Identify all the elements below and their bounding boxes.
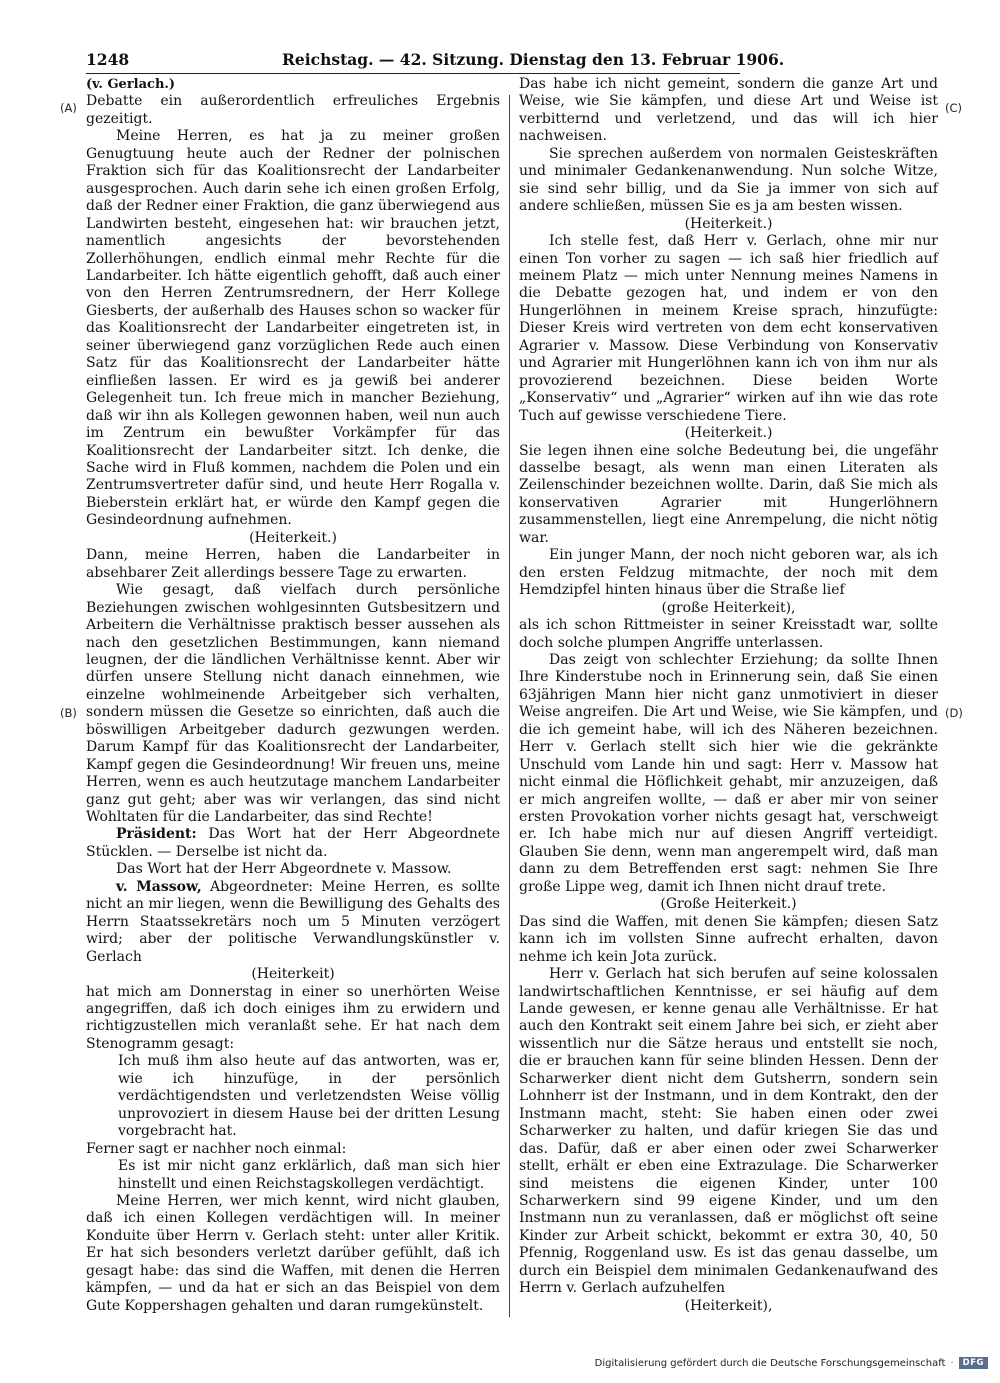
footer-text: Digitalisierung gefördert durch die Deutsche Forschungsgemeinschaft [594,1357,946,1369]
margin-marker-d: (D) [945,706,963,720]
paragraph: Ich stelle fest, daß Herr v. Gerlach, ohne mir nur einen Ton vorher zu sagen — ich saß hier friedlich auf meinem Platz — mich unter Nennung meines Namens in die Debatte gezogen hat, und indem er von den Hungerlöhnen in meinem Kreise sprach, hinzufügte: Dieser Kreis wird vertreten von dem echt konservativen Agrarier v. Massow. Diese Verbindung von Konservativ und Agrarier mit Hungerlöhnen kann ich von ihm nur als provozierend bezeichnen. Diese beiden Worte „Konservativ“ und „Agrarier“ wirken auf ihn wie das rote Tuch auf gewisse verschiedene Tiere. [519,233,938,424]
page-title: Reichstag. — 42. Sitzung. Dienstag den 13. Februar 1906. [282,50,785,69]
interjection: (Heiterkeit), [684,1297,773,1314]
paragraph: Herr v. Gerlach hat sich berufen auf seine kolossalen landwirtschaftlichen Kenntnisse, er sei häufig auf dem Lande gewesen, er kenne genau alle Verhältnisse. Er hat auch den Kontrakt seit einem Jahre bei sich, er zieht aber wissentlich nur die Sätze heraus und entstellt sie noch, die er brauchen kann für seine blinden Hessen. Denn der Scharwerker dient nicht dem Gutsherrn, sondern sein Lohnherr ist der Instmann, und in dem Kontrakt, den der Instmann macht, steht: Sie haben einen oder zwei Scharwerker zu halten, und dafür kriegen Sie das und das. Dafür, daß er aber einen oder zwei Scharwerker stellt, erhält er eben eine Extrazulage. Die Scharwerker sind meistens die eigenen Kinder, unter 100 Scharwerkern sind 99 eigene Kinder, und um den Instmann nun zu veranlassen, daß er möglichst oft seine Kinder zur Arbeit schickt, bekommt er extra 30, 40, 50 Pfennig, Roggenland usw. Es ist das genau dasselbe, um durch ein Beispiel dem minimalen Gedankenaufwand des Herrn v. Gerlach aufzuhelfen [519,966,938,1297]
paragraph: Wie gesagt, daß vielfach durch persönliche Beziehungen zwischen wohlgesinnten Gutsbesitzern und Arbeitern die Verhältnisse praktisch besser aussehen als nach den gesetzlichen Bestimmungen, kann niemand leugnen, der die ländlichen Verhältnisse kennt. Aber wir dürfen unsere Stellung nicht danach einnehmen, wie einzelne wohlmeinende Arbeitgeber sich verhalten, sondern müssen die Gesetze so einrichten, daß auch die böswilligen Arbeitgeber dadurch gezwungen werden. Darum Kampf für das Koalitionsrecht der Landarbeiter, Kampf gegen die Gesindeordnung! Wir freuen uns, meine Herren, wenn es auch heutzutage manchem Landarbeiter ganz gut geht; aber was wir verlangen, das sind nicht Wohltaten für die Landarbeiter, das sind Rechte! [86,582,500,826]
paragraph: Debatte ein außerordentlich erfreuliches Ergebnis gezeitigt. [86,93,500,127]
paragraph: Ein junger Mann, der noch nicht geboren war, als ich den ersten Feldzug mitmachte, der noch mit dem Hemdzipfel hinten hinaus über die Straße lief [519,547,938,599]
paragraph: Sie sprechen außerdem von normalen Geisteskräften und minimaler Gedankenanwendung. Nun solche Witze, sie sind sehr billig, und da Sie ja immer von sich auf andere schließen, müssen Sie es ja am besten wissen. [519,145,938,215]
block-quote: Es ist mir nicht ganz erklärlich, daß man sich hier hinstellt und einen Reichstagskollegen verdächtigt. [118,1158,500,1192]
paragraph: Das Wort hat der Herr Abgeordnete v. Massow. [116,861,452,878]
paragraph: Meine Herren, wer mich kennt, wird nicht glauben, daß ich einen Kollegen verdächtigen will. In meiner Konduite über Herrn v. Gerlach steht: unter aller Kritik. Er hat sich besonders verletzt darüber gefühlt, daß ich gesagt habe: das sind die Waffen, mit denen die Herren kämpfen, — und da hat er sich an das Beispiel von dem Gute Koppershagen gehalten und daran rumgekünstelt. [86,1193,500,1314]
page-number: 1248 [86,50,130,69]
paragraph: hat mich am Donnerstag in einer so unerhörten Weise angegriffen, daß ich doch einiges ihm zu erwidern und richtigzustellen mich veranlaßt sehe. Er hat nach dem Stenogramm gesagt: [86,983,500,1052]
paragraph: Sie legen ihnen eine solche Bedeutung bei, die ungefähr dasselbe besagt, als wenn man einen Literaten als Zeilenschinder bezeichnen wollte. Darin, daß Sie mich als konservativen Agrarier mit Hungerlöhnern zusammenstellen, liegt eine Anrempelung, die nicht nötig war. [519,442,938,546]
statement-text: Abgeordneter: Meine Herren, es sollte nicht an mir liegen, wenn die Bewilligung des Gehalts des Herrn Staatssekretärs noch um 5 Minuten verzögert wird; aber der politische Verwandlungskünstler v. Gerlach [86,878,500,965]
interjection: (Große Heiterkeit.) [660,896,797,913]
margin-marker-c: (C) [945,101,963,115]
header-rule [86,73,740,74]
margin-marker-b: (B) [60,706,77,720]
interjection: (Heiterkeit.) [684,425,773,442]
paragraph: Das zeigt von schlechter Erziehung; da sollte Ihnen Ihre Kinderstube noch in Erinnerung sein, daß Sie einen 63jährigen Mann hier nicht ganz unmotiviert in dieser Weise angreifen. Die Art und Weise, wie Sie kämpfen, und die ich gemeint habe, will ich des Näheren bezeichnen. Herr v. Gerlach stellt sich hier wie die gekränkte Unschuld vom Lande hin und sagt: Herr v. Massow hat nicht einmal die Höflichkeit gehabt, mir anzuzeigen, daß er mich angreifen wollte, — daß er aber mir von seiner ersten Provokation vorher nichts gesagt hat, verschweigt er. Ich habe mich nur auf diesen Angriff verteidigt. Glauben Sie denn, wenn man angerempelt wird, daß man dann zu dem Betreffenden erst sagt: nehmen Sie Ihre große Lippe weg, damit ich Ihnen nicht drauf trete. [519,651,938,895]
paragraph: Dann, meine Herren, haben die Landarbeiter in absehbarer Zeit allerdings bessere Tage zu erwarten. [86,547,500,581]
left-column [86,76,500,1315]
digitization-footer [595,1357,988,1369]
footer-separator: · [950,1357,954,1369]
massow-statement [86,879,500,966]
dfg-logo: DFG [959,1357,988,1369]
interjection: (Heiterkeit.) [684,215,773,232]
margin-marker-a: (A) [60,101,77,115]
interjection: (Heiterkeit) [251,966,335,983]
paragraph: als ich schon Rittmeister in seiner Kreisstadt war, sollte doch solche plumpen Angriffe unterlassen. [519,617,938,651]
speaker-name: Präsident: [116,826,197,843]
speaker-tag: (v. Gerlach.) [86,77,176,92]
paragraph: Das habe ich nicht gemeint, sondern die ganze Art und Weise, wie Sie kämpfen, und diese Art und Weise ist verbitternd und verletzend, und das will ich hier nachweisen. [519,76,938,145]
block-quote: Ich muß ihm also heute auf das antworten, was er, wie ich hinzufüge, in der persönlich verdächtigendsten und verletzendsten Weise völlig unprovoziert in diesem Hause bei der dritten Lesung vorgebracht hat. [118,1053,500,1140]
paragraph: Meine Herren, es hat ja zu meiner großen Genugtuung heute auch der Redner der polnischen Fraktion sich für das Koalitionsrecht der Landarbeiter ausgesprochen. Auch darin sehe ich einen großen Erfolg, daß der Redner einer Fraktion, die ganz überwiegend aus Landwirten besteht, eingesehen hat: wir brauchen jetzt, namentlich angesichts der bevorstehenden Zollerhöhungen, endlich einmal mehr Rechte für die Landarbeiter. Ich hätte eigentlich gehofft, daß auch einer von den Herren Zentrumsrednern, der Herr Kollege Giesberts, der außerhalb des Hauses schon so wacker für das Koalitionsrecht der Landarbeiter eingetreten ist, in seiner überwiegend ganz vorzüglichen Rede auch einen Satz für das Koalitionsrecht der Landarbeiter hätte einfließen lassen. Er wird es ja gewiß bei anderer Gelegenheit tun. Ich freue mich in mancher Beziehung, daß wir ihn als Kollegen gewonnen haben, weil nun auch im Zentrum ein bewußter Vorkämpfer für das Koalitionsrecht der Landarbeiter sitzt. Ich denke, die Sache wird in Fluß kommen, nachdem die Polen und ein Zentrumsvertreter dafür sind, und heute Herr Rogalla v. Bieberstein erklärt hat, er würde den Kampf gegen die Gesindeordnung aufnehmen. [86,128,500,529]
statement-text: Das Wort hat der Herr Abgeordnete Stücklen. — Derselbe ist nicht da. [86,826,500,860]
right-column [519,76,938,1315]
column-divider [509,95,510,1317]
page-header [86,50,785,72]
speaker-name: v. Massow, [116,878,202,895]
paragraph: Ferner sagt er nachher noch einmal: [86,1140,347,1157]
president-statement [86,826,500,861]
paragraph: Das sind die Waffen, mit denen Sie kämpfen; diesen Satz kann ich im vollsten Sinne aufrecht erhalten, davon nehme ich kein Jota zurück. [519,913,938,965]
interjection: (Heiterkeit.) [249,529,337,546]
interjection: (große Heiterkeit), [661,599,796,616]
